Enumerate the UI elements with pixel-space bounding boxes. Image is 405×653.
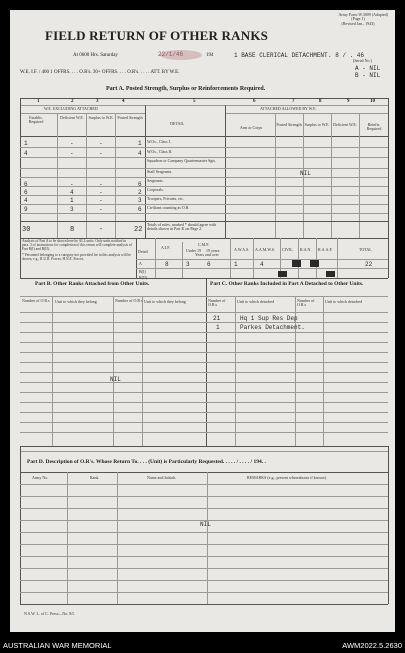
v4-troopers: 3 [138,197,142,204]
col-num-2: 2 [71,99,74,104]
col-awas: A.W.A.S. [234,247,250,252]
c-col3: Number of O.R.s [297,298,315,308]
date-stamp-value: 22/1/46 [158,51,184,58]
v2-civilians: 3 [70,206,74,213]
date-stamp [160,50,202,60]
form-page [10,10,395,632]
part-b-nil: NIL [110,376,121,383]
archive-footer [0,639,405,653]
analysis-detail-label: Detail [138,249,148,254]
col-cmf-sub: Years and over [195,252,219,257]
b-col3: Number of O.R.s [115,298,143,303]
col-under19: Under 19 [186,248,201,253]
hdr-detail: DETAIL [170,121,185,126]
footer-institution: AUSTRALIAN WAR MEMORIAL [3,641,112,650]
redaction-mark [310,260,319,267]
total-v1: 30 [22,226,31,234]
analysis-note: Analysis of Part A to be shown here by ALL units. Only units notified in para. 3 of instructions for completion of this return will complete analysis of Part B(I) and B(II). * Personnel belonging to a category not provided for in this analysis will be shown, e.g., R.U.R. Forces, H.N.E. Forces. [22,239,132,261]
v2-wo1: - [70,140,74,147]
hdr-deficient: Deficient W.E. [60,115,84,120]
c-row2-unit: Parkes Detachment. [240,324,305,331]
footer-accession: AWM2022.5.2630 [342,641,402,650]
b-col2: Unit to which they belong [55,299,97,304]
hdr-establis: Establis. Required [28,115,44,125]
year-label: 194 [206,53,214,58]
a-nil: A - NIL [355,65,381,72]
date-line: At 0600 Hrs. Saturday [73,53,118,58]
v4-wo1: 1 [138,140,142,147]
detail-staff-sgts: Staff Sergeants. [147,169,173,174]
col-cmf: C.M.F. [198,242,210,247]
redaction-mark [278,271,287,277]
v4-civilians: 6 [138,206,142,213]
v3-wo2: - [99,150,103,157]
total-v2: 8 [70,226,75,234]
b-col1: Number of O.R.s [22,298,50,303]
d-col-rank: Rank [90,475,99,480]
v1-cpls: 6 [24,189,28,196]
b-col4: Unit to which they belong [144,299,186,304]
v3-civilians: - [99,206,103,213]
a-total: 22 [365,261,373,268]
col-total: TOTAL [359,247,372,252]
hdr-reinfts: Reinfts. Required [366,122,382,132]
v1-wo1: 1 [24,140,28,147]
redaction-mark [292,260,301,267]
c-col4: Unit to which detached [325,299,363,304]
row-a-label: A [139,261,142,266]
part-b-title: Part B. Other Ranks Attached from Other Units. [35,281,150,287]
hdr-arm-corps: Arm or Corps [239,125,263,130]
v2-cpls: 4 [70,189,74,196]
c-row1-num: 21 [213,315,221,322]
v4-cpls: 2 [138,189,142,196]
hdr-surplus: Surplus to W.E. [88,115,114,120]
detail-cqms: Squadron or Company Quartermaster Sgts. [147,158,216,163]
hdr-posted-strength: Posted Strength [276,122,302,127]
a-aif: 8 [165,261,169,268]
total-v3: - [99,226,104,234]
v4-wo2: 4 [138,150,142,157]
part-c-title: Part C. Other Ranks Included in Part A Detached to Other Units. [210,281,364,287]
c-col1: Number of O.R.s [208,298,226,308]
c-row2-num: 1 [216,324,220,331]
detail-wo1: W.Os., Class I. [147,139,171,144]
serial-label: (Serial No.) [353,58,372,63]
part-a-title: Part A. Posted Strength, Surplus or Reinforcements Required. [106,86,266,92]
army-form-label: Army Form W.3009 (Adapted) (Page 1) (Revised Jan., 1943) [338,12,388,26]
hdr-posted: Posted Strength [117,115,143,120]
row-b1-label: B(I) [139,269,146,274]
col-num-3: 3 [96,99,99,104]
serial-typed: . 8 / . 46 [328,52,365,59]
redaction-mark [326,271,335,277]
d-col-army-no: Army No. [32,475,49,480]
totals-detail: Totals of rules, marked * should agree with details shown in Part K on Page 2. [147,222,217,232]
a-awas: 1 [234,261,238,268]
col-civil: CIVIL. [282,247,294,252]
detail-corporals: Corporals. [147,187,164,192]
v2-troopers: 1 [70,197,74,204]
col-num-5: 5 [193,99,196,104]
c-row1-unit: Hq 1 Sup Res Dep [240,315,298,322]
col-ran: R.A.N. [300,247,312,252]
we-line: W.E. I.F. / 400 1 OFFRS. . . . O.R's. 30+ OFFRS. . . . O.R's. . . . . ATT. BY W.E. [20,70,180,75]
v2-wo2: - [70,150,74,157]
c-col2: Unit to which detached [237,299,275,304]
v2-sgts: - [70,181,74,188]
v3-wo1: - [99,140,103,147]
detail-sergeants: Sergeants. [147,178,164,183]
col-num-4: 4 [122,99,125,104]
d-col-name: Name and Initials [147,475,176,480]
hdr-surplus-we: Surplus to W.E. [304,122,330,127]
part-d-title: Part D. Description of O.R's. Whose Return To. . . . (Unit) is Particularly Requested. . . . . / . . . . / 194. . [27,459,266,465]
detail-civilians: Civilians counting as O.R. [147,205,190,210]
v3-sgts: - [99,181,103,188]
v1-civilians: 9 [24,206,28,213]
col-num-10: 10 [370,99,375,104]
part-d-nil: NIL [200,521,211,528]
col-num-6: 6 [253,99,256,104]
a-under19: 3 [186,261,190,268]
b-nil: B - NIL [355,72,381,79]
col-raaf: R.A.A.F. [318,247,333,252]
we-excluding-label: W.E. EXCLUDING ATTACHED [44,106,98,111]
col-19years: 19 years [206,248,220,253]
attached-allowed-label: ATTACHED ALLOWED BY W.E. [260,106,317,111]
v1-sgts: 6 [24,181,28,188]
row-b2-label: B(II) [139,275,147,280]
a-19years: 6 [207,261,211,268]
detail-wo2: W.Os., Class II. [147,149,173,154]
col-num-1: 1 [37,99,40,104]
v3-cpls: - [99,189,103,196]
v3-troopers: - [99,197,103,204]
unit-name: 1 BASE CLERICAL DETACHMENT [234,52,328,59]
total-v4: 22 [134,226,143,234]
hdr-deficient-we: Deficient W.E. [333,122,357,127]
col-aamws: A.A.M.W.S. [255,247,275,252]
part-a-nil: NIL [300,170,311,177]
v1-troopers: 4 [24,197,28,204]
col-aif: A.I.F. [161,245,171,250]
col-num-7: 7 [292,99,295,104]
v4-sgts: 6 [138,181,142,188]
col-num-8: 8 [319,99,322,104]
form-title: FIELD RETURN OF OTHER RANKS [45,28,269,43]
printer-imprint: N.S.W. L. of C. Press—No. 8/I. [24,611,75,616]
col-num-9: 9 [347,99,350,104]
v1-wo2: 4 [24,150,28,157]
d-col-remarks: REMARKS (e.g., present whereabouts if known). [247,475,327,480]
detail-troopers: Troopers, Privates, etc. [147,196,184,201]
a-aamws: 4 [260,261,264,268]
